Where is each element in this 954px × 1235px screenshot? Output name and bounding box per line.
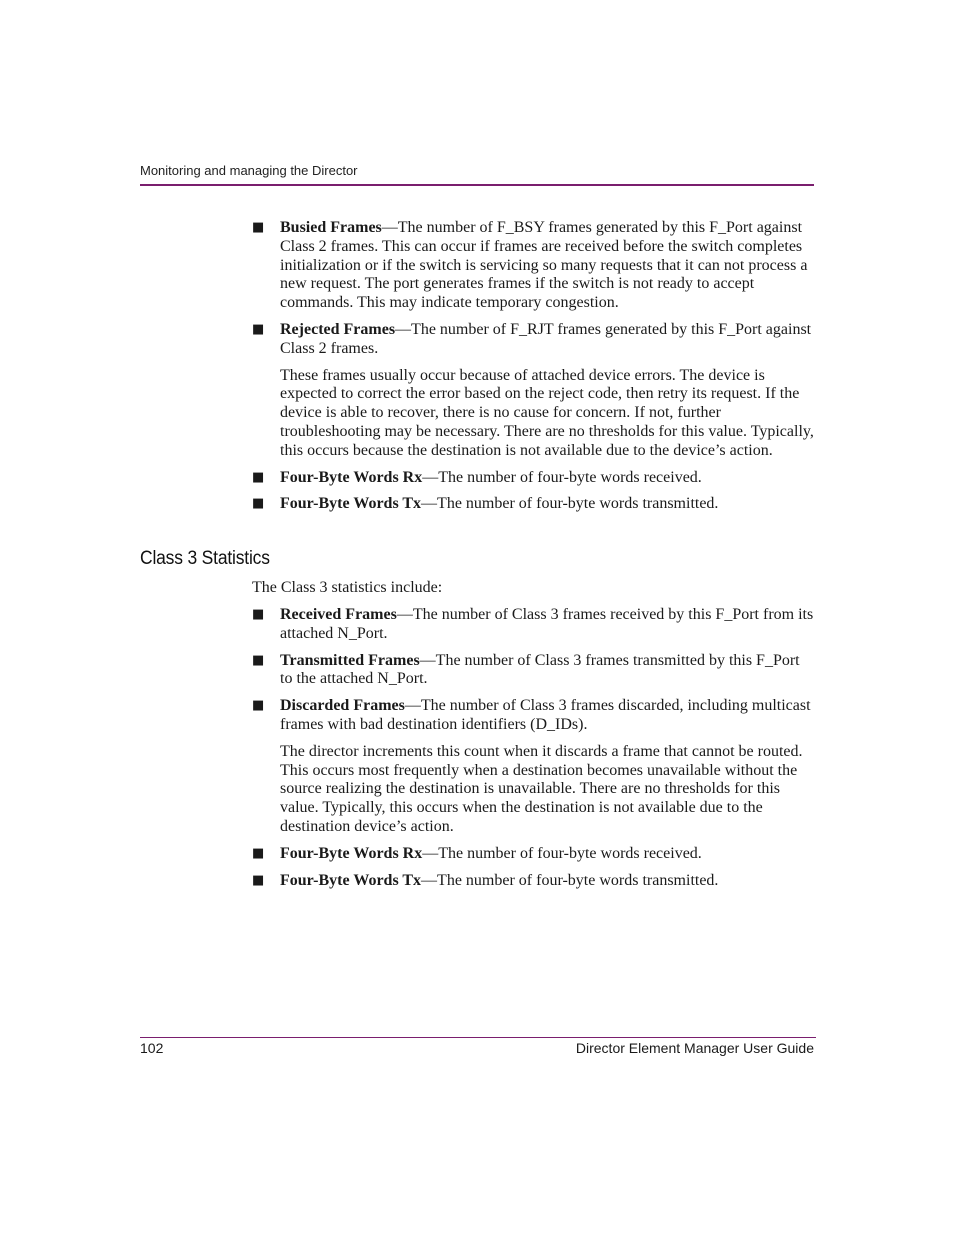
bullet-icon: ■ — [252, 607, 265, 622]
list-item-received-frames — [252, 606, 814, 644]
description: —The number of F_RJT frames generated by this F_Port against Class 2 frames. — [280, 320, 812, 357]
description: —The number of Class 3 frames transmitted by this F_Port to the attached N_Port. — [280, 651, 800, 688]
list-item-rejected-frames — [252, 321, 814, 359]
description: —The number of Class 3 frames discarded, including multicast frames with bad destination identifiers (D_IDs). — [280, 697, 811, 733]
discarded-frames-note: The director increments this count when it discards a frame that cannot be routed. This occurs most frequently when a destination becomes unavailable without the source realizing the destination is unavailable. There are no thresholds for this value. Typically, this occurs when the destination is not available due to the destination device’s action. — [280, 742, 803, 835]
term: Four-Byte Words Tx — [280, 871, 422, 889]
term: Received Frames — [280, 606, 397, 623]
list-item-four-byte-tx — [252, 495, 814, 514]
bullet-icon: ■ — [252, 698, 265, 714]
section-heading: Class 3 Statistics — [140, 548, 270, 569]
section-intro: The Class 3 statistics include: — [252, 579, 443, 596]
term: Four-Byte Words Tx — [280, 495, 422, 513]
list-item-discarded-frames — [252, 697, 814, 735]
list-item-four-byte-tx — [252, 872, 814, 891]
list-item-four-byte-rx — [252, 845, 814, 864]
class3-list — [252, 606, 814, 890]
bullet-icon: ■ — [252, 845, 265, 861]
bullet-icon: ■ — [252, 496, 265, 512]
term: Transmitted Frames — [280, 651, 420, 669]
description: —The number of four-byte words received. — [422, 468, 702, 486]
description: —The number of F_BSY frames generated by this F_Port against Class 2 frames. This can occur if frames are received before the switch completes initialization or if the switch is servicing so many requests that it can not process a new request. The port generates frames if the switch is not ready to accept commands. This may indicate temporary congestion. — [280, 219, 808, 312]
description: —The number of four-byte words transmitted. — [421, 871, 719, 889]
term: Four-Byte Words Rx — [280, 468, 423, 486]
header-rule — [140, 184, 814, 186]
list-item-four-byte-rx — [252, 469, 814, 488]
description: —The number of four-byte words received. — [422, 844, 702, 862]
description: —The number of Class 3 frames received by this F_Port from its attached N_Port. — [280, 606, 814, 642]
term: Busied Frames — [280, 219, 382, 236]
term: Rejected Frames — [280, 320, 396, 338]
bullet-icon: ■ — [252, 652, 265, 668]
term: Four-Byte Words Rx — [280, 844, 423, 862]
rejected-frames-note: These frames usually occur because of attached device errors. The device is expected to correct the error based on the reject code, then retry its request. If the device is able to recover, there is no cause for concern. If not, further troubleshooting may be necessary. There are no thresholds for this value. Typically, this occurs because the destination is not available due to the device’s action. — [280, 366, 814, 459]
list-item-busied-frames — [252, 219, 814, 313]
footer-rule — [140, 1037, 816, 1038]
bullet-icon: ■ — [252, 220, 265, 235]
bullet-icon: ■ — [252, 872, 265, 888]
page-number: 102 — [140, 1040, 164, 1056]
bullet-icon: ■ — [252, 321, 265, 337]
list-item-transmitted-frames — [252, 652, 814, 690]
class2-list — [252, 219, 814, 514]
description: —The number of four-byte words transmitted. — [421, 495, 719, 513]
bullet-icon: ■ — [252, 469, 265, 485]
running-header: Monitoring and managing the Director — [140, 163, 358, 178]
footer-doc-title: Director Element Manager User Guide — [575, 1040, 814, 1056]
term: Discarded Frames — [280, 697, 405, 715]
